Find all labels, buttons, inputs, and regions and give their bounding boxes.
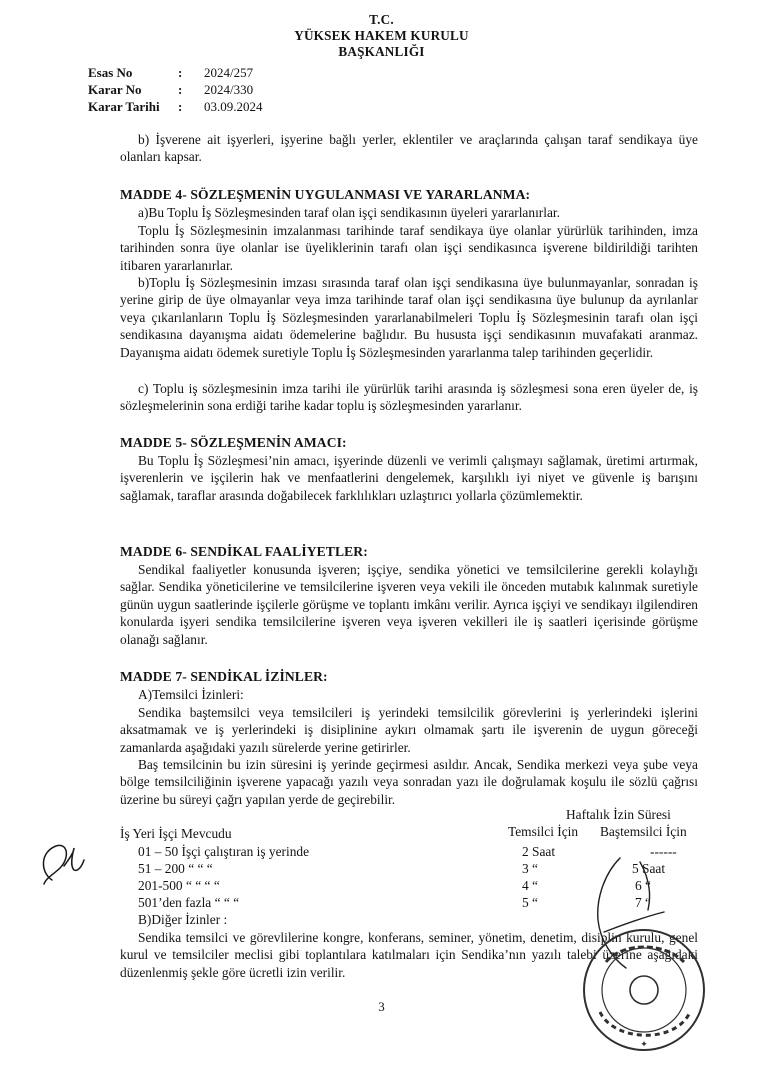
madde4-paragraph-2: Toplu İş Sözleşmesinin imzalanması tarihinde taraf sendikaya üye olanlar yürürlük tarihinden, imza tarihinden sonra üye olanlar ise üyeliklerinin tarafı olan işçi sendikasınca işverene bildirildiği tarihten itibaren yararlanırlar. xyxy=(120,223,698,273)
ink-signature-mark xyxy=(598,858,664,968)
table-row-rep: 5 “ xyxy=(522,895,538,910)
madde4-paragraph-b: b)Toplu İş Sözleşmesinin imzası sırasında taraf olan işçi sendikasına üye bulunmayanlar, sonradan iş yerine girip de üye olmayanlar veya imza tarihinde taraf olan işçi sendikasına üye bulunup da ayrılanlar veya çıkarılanların Toplu İş Sözleşmesinden yararlanabilmeleri Toplu İş Sözleşmesinin tarafı olan işçi sendikasına dayanışma aidatı ödemelerine bağlıdır. Bu hususta işçi sendikasının muvafakati aranmaz. Dayanışma aidatı ödemek suretiyle Toplu İş Sözleşmesinden yararlanma talep tarihinden geçerlidir. xyxy=(120,275,698,360)
table-head-weekly: Haftalık İzin Süresi xyxy=(566,807,671,822)
meta-label: Esas No xyxy=(88,65,133,80)
header-institution: YÜKSEK HAKEM KURULU xyxy=(294,28,469,43)
meta-value: 03.09.2024 xyxy=(204,99,263,114)
table-row-range: 501’den fazla “ “ “ xyxy=(138,895,240,910)
official-stamp-seal xyxy=(584,930,704,1050)
table-col-head-rep: Baştemsilci İçin xyxy=(600,824,687,839)
table-row-range: 01 – 50 İşçi çalıştıran iş yerinde xyxy=(138,844,310,859)
meta-value: 2024/330 xyxy=(204,82,254,97)
madde7-sub-b: B)Diğer İzinler : xyxy=(138,912,228,927)
madde5-heading: MADDE 5- SÖZLEŞMENİN AMACI: xyxy=(120,435,347,450)
madde7-paragraph-1: Sendika baştemsilci veya temsilcileri iş yerindeki temsilcilik görevlerini iş yerlerindeki işlerini aksatmamak ve iş yerlerindeki iş disiplinine aykırı olmamak şartı ile işverenin de uygun göreceği zamanlarda aşağıdaki yazılı sürelerde yerine getirirler. xyxy=(120,705,698,755)
table-col-workplace: İş Yeri İşçi Mevcudu xyxy=(120,826,232,841)
table-row-rep: 2 Saat xyxy=(522,844,556,859)
table-row-head: 6 “ xyxy=(635,878,651,893)
table-row-rep: 4 “ xyxy=(522,878,538,893)
meta-colon: : xyxy=(178,65,183,80)
madde6-paragraph: Sendikal faaliyetler konusunda işveren; işçiye, sendika yönetici ve temsilcilerine gerekli kolaylığı sağlar. Sendika yöneticilerine ve temsilcilerine işveren veya vekili ile önceden mutabık kalınmak suretiyle günün uygun saatlerinde işçilerle görüşme ve toplantı imkânı verilir. Ayrıca işçiyi ve sendikayı ilgilendiren konularda işyeri sendika temsilcilerine işveren veya işveren vekilleri ile iş saatleri içerisinde görüşme olanağı sağlanır. xyxy=(120,562,698,647)
madde7-paragraph-3: Sendika temsilci ve görevlilerine kongre, konferans, seminer, yönetim, denetim, disiplin kurulu, genel kurul ve temsilciler meclisi gibi toplantılara katılmaları için Sendika’nın yazılı talebi üzerine aşağıdaki düzenlenmiş şekle göre ücretli izin verilir. xyxy=(120,930,698,980)
page-number: 3 xyxy=(378,999,385,1014)
madde5-paragraph: Bu Toplu İş Sözleşmesi’nin amacı, işyerinde düzenli ve verimli çalışmayı sağlamak, üretimi artırmak, işverenlerin ve işçilerin hak ve menfaatlerini dengelemek, karşılıklı iyi niyet ve güvenle iş barışını sağlamak, taraflar arasında doğabilecek farklılıkları uzlaştırıcı yollarla çözümlemektir. xyxy=(120,453,698,503)
header-tc: T.C. xyxy=(369,12,394,27)
madde4-heading: MADDE 4- SÖZLEŞMENİN UYGULANMASI VE YARARLANMA: xyxy=(120,187,531,202)
meta-colon: : xyxy=(178,99,183,114)
table-col-rep: Temsilci İçin xyxy=(508,824,579,839)
table-row-head: ------ xyxy=(650,844,677,859)
madde4-paragraph-c: c) Toplu iş sözleşmesinin imza tarihi ile yürürlük tarihi arasında iş sözleşmesi sona eren üyeler de, iş sözleşmelerinin sona erdiği tarihe kadar toplu iş sözleşmesinden yararlanır. xyxy=(120,381,698,414)
intro-paragraph: b) İşverene ait işyerleri, işyerine bağlı yerler, eklentiler ve araçlarında çalışan taraf sendikaya üye olanları kapsar. xyxy=(120,132,698,165)
madde7-sub-a: A)Temsilci İzinleri: xyxy=(138,687,244,702)
table-row-range: 51 – 200 “ “ “ xyxy=(138,861,213,876)
table-row-range: 201-500 “ “ “ “ xyxy=(138,878,220,893)
madde7-paragraph-2: Baş temsilcinin bu izin süresini iş yerinde geçirmesi asıldır. Ancak, Sendika merkezi veya şube veya bölge temsilciliğinin işverene yapacağı yazılı veya sonradan yazı ile doğrulamak koşulu ile sözlü çağrısı üzerine bu süreyi çağrı yapılan yerde de geçirebilir. xyxy=(120,757,698,807)
table-row-head: 7 “ xyxy=(635,895,651,910)
margin-initials-mark xyxy=(43,845,84,884)
meta-colon: : xyxy=(178,82,183,97)
meta-label: Karar Tarihi xyxy=(88,99,160,114)
header-presidency: BAŞKANLIĞI xyxy=(338,44,425,59)
table-row-head: 5 Saat xyxy=(632,861,666,876)
svg-text:✦: ✦ xyxy=(640,1039,648,1049)
madde7-heading: MADDE 7- SENDİKAL İZİNLER: xyxy=(120,669,328,684)
madde6-heading: MADDE 6- SENDİKAL FAALİYETLER: xyxy=(120,544,368,559)
meta-label: Karar No xyxy=(88,82,142,97)
madde4-paragraph-a: a)Bu Toplu İş Sözleşmesinden taraf olan işçi sendikasının üyeleri yararlanırlar. xyxy=(138,205,560,220)
meta-value: 2024/257 xyxy=(204,65,254,80)
table-row-rep: 3 “ xyxy=(522,861,538,876)
